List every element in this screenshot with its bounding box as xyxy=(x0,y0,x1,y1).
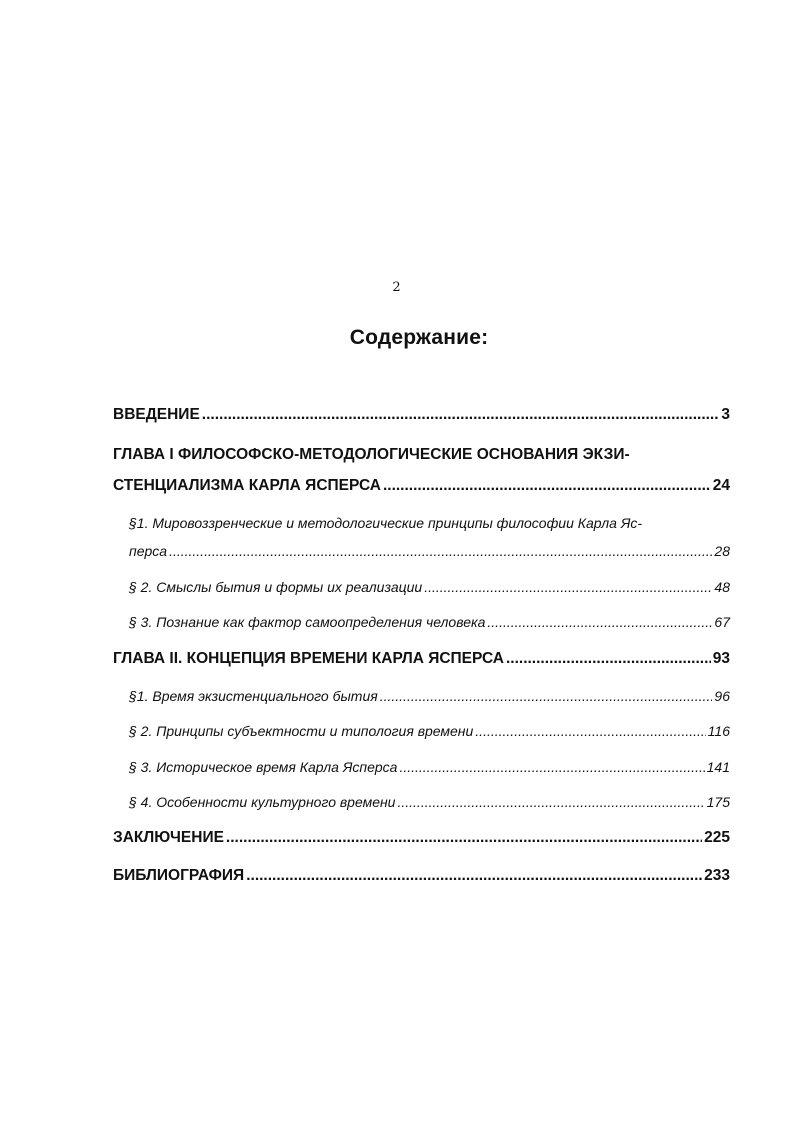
dot-leader xyxy=(383,477,711,495)
page-number: 2 xyxy=(392,280,401,295)
dot-leader xyxy=(202,406,720,424)
toc-section-1-1-line1[interactable]: §1. Мировоззренческие и методологические принципы философии Карла Яс- xyxy=(129,515,643,531)
toc-chapter-1-line1[interactable]: ГЛАВА I ФИЛОСОФСКО-МЕТОДОЛОГИЧЕСКИЕ ОСНОВАНИЯ ЭКЗИ- xyxy=(113,446,630,463)
dot-leader xyxy=(246,867,702,885)
toc-entry-label: § 2. Принципы субъектности и типология времени xyxy=(129,723,474,739)
dot-leader xyxy=(397,794,704,810)
toc-entry-section-1-2[interactable] xyxy=(129,579,730,595)
toc-entry-conclusion[interactable] xyxy=(113,829,730,847)
toc-entry-page: 28 xyxy=(714,543,730,559)
toc-entry-page: 3 xyxy=(721,406,730,423)
toc-entry-label: БИБЛИОГРАФИЯ xyxy=(113,867,245,884)
toc-entry-section-1-1[interactable] xyxy=(129,543,730,559)
toc-entry-section-2-3[interactable] xyxy=(129,759,730,775)
toc-entry-page: 48 xyxy=(714,579,730,595)
dot-leader xyxy=(380,688,713,704)
toc-entry-label: СТЕНЦИАЛИЗМА КАРЛА ЯСПЕРСА xyxy=(113,477,381,494)
toc-entry-label: § 2. Смыслы бытия и формы их реализации xyxy=(129,579,423,595)
dot-leader xyxy=(399,759,704,775)
page-title: Содержание: xyxy=(349,326,489,349)
dot-leader xyxy=(506,650,711,668)
toc-entry-section-2-1[interactable] xyxy=(129,688,730,704)
toc-entry-page: 96 xyxy=(714,688,730,704)
toc-entry-page: 175 xyxy=(706,794,730,810)
toc-entry-page: 233 xyxy=(704,867,730,884)
toc-entry-label: § 3. Познание как фактор самоопределения человека xyxy=(129,614,486,630)
toc-entry-section-2-4[interactable] xyxy=(129,794,730,810)
toc-entry-label: ЗАКЛЮЧЕНИЕ xyxy=(113,829,224,846)
toc-entry-label: §1. Время экзистенциального бытия xyxy=(129,688,378,704)
dot-leader xyxy=(169,543,712,559)
toc-entry-bibliography[interactable] xyxy=(113,867,730,885)
toc-entry-label: ГЛАВА II. КОНЦЕПЦИЯ ВРЕМЕНИ КАРЛА ЯСПЕРСА xyxy=(113,650,504,667)
toc-entry-section-1-3[interactable] xyxy=(129,614,730,630)
toc-entry-label: ВВЕДЕНИЕ xyxy=(113,406,200,423)
toc-entry-label: § 4. Особенности культурного времени xyxy=(129,794,396,810)
toc-entry-page: 225 xyxy=(704,829,730,846)
toc-entry-label: перса xyxy=(129,543,168,559)
toc-entry-label: § 3. Историческое время Карла Ясперса xyxy=(129,759,398,775)
toc-entry-section-2-2[interactable] xyxy=(129,723,730,739)
toc-entry-introduction[interactable] xyxy=(113,406,730,424)
dot-leader xyxy=(475,723,705,739)
dot-leader xyxy=(487,614,712,630)
dot-leader xyxy=(424,579,712,595)
toc-entry-page: 93 xyxy=(712,650,730,667)
toc-entry-chapter-2[interactable] xyxy=(113,650,730,668)
toc-entry-chapter-1[interactable] xyxy=(113,477,730,495)
toc-entry-page: 116 xyxy=(707,723,730,739)
toc-entry-page: 67 xyxy=(714,614,730,630)
toc-entry-page: 24 xyxy=(712,477,730,494)
toc-entry-page: 141 xyxy=(706,759,730,775)
dot-leader xyxy=(226,829,702,847)
